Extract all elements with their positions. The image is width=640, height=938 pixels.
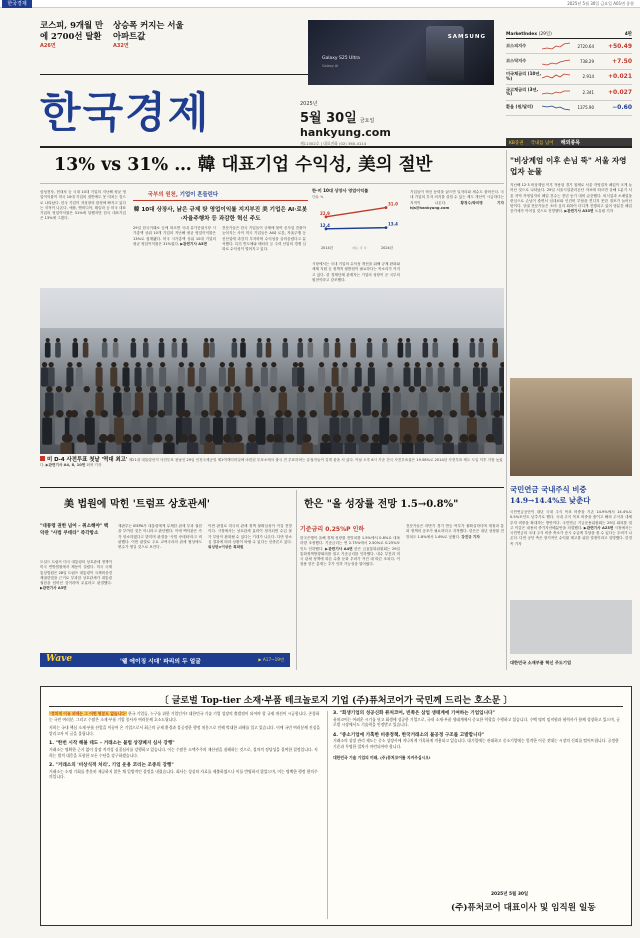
person-figure — [122, 362, 129, 387]
person-figure — [219, 362, 226, 387]
person-figure — [500, 386, 504, 416]
main-story-text: 기업들이 혁신 동력을 잃으면 일자리와 세수도 줄어든다. 국내 기업의 투자 의지를 살릴 수 있는 제도 개선이 시급하다는 지적이 나온다. — [410, 190, 504, 205]
divider — [40, 183, 504, 184]
ad-intro: 한국 기업들, 누구를 위한 기업인가? 대한민국 기술 기업 성장의 출발점이 되어야 할 규제 개선이 시급합니다. 존경하는 국민 여러분, 그리고 수많은 소재·부품 기업 종사자 여러분께 호소드립니다. — [49, 711, 320, 722]
sparkline — [542, 57, 570, 67]
person-figure — [123, 386, 131, 416]
kb-ad-sub: 국내를 넘어 — [530, 141, 554, 146]
person-figure — [72, 338, 78, 358]
data-point — [385, 206, 388, 209]
related-ref[interactable]: ▶관련기사 A3면 — [40, 586, 67, 591]
bok-story-title[interactable]: 한은 "올 성장률 전망 1.5→0.8%" — [304, 499, 459, 510]
person-figure — [285, 434, 296, 454]
appeal-ad — [40, 686, 632, 926]
index-name: 환율 (원/달러) — [506, 104, 534, 110]
person-figure — [232, 434, 243, 454]
index-change: +0.027 — [607, 88, 632, 96]
pension-story-title[interactable]: 국민연금 국내주식 비중 14.9→14.4%로 낮춘다 — [510, 485, 591, 505]
person-figure — [368, 362, 375, 387]
ad-highlight: "정치적 이유 외에는 그 어떤 명분도 없습니다" — [49, 711, 127, 716]
person-figure — [438, 362, 445, 387]
data-point — [325, 227, 328, 230]
sparkline — [542, 72, 570, 82]
masthead: 한국경제 — [40, 88, 211, 137]
ad-left-column — [49, 711, 321, 780]
x-tick-label: 2024년 — [381, 246, 393, 250]
person-figure — [301, 434, 312, 454]
ad-paragraph: 거래소는 명확한 근거 없이 상장 적격성 실질심사를 강행하고 있습니다. 이는 수많은 소액주주의 재산권을 침해하는 것으로, 절차적 정당성을 결여한 결정입니다. 저희는 법적 대응을 포함한 모든 수단을 강구하겠습니다. — [49, 746, 318, 758]
market-row — [506, 85, 632, 100]
date-year: 2025년 — [300, 101, 318, 107]
person-figure — [55, 338, 61, 358]
wave-banner[interactable] — [40, 653, 290, 667]
index-change: +50.49 — [607, 42, 632, 50]
main-headline[interactable] — [54, 151, 432, 176]
index-name: 코스피지수 — [506, 42, 527, 48]
ad-paragraph: 저희는 국내 핵심 소재·부품 산업을 이끌어 온 기업으로서 최근의 규제 환경과 불공정한 행정 처분으로 인해 막대한 피해를 입고 있습니다. 이에 국민 여러분께 진실을 알리고자 이 글을 올립니다. — [49, 725, 321, 736]
person-figure — [159, 362, 166, 387]
chart-source: 자료: 각 사 — [352, 246, 367, 250]
person-figure — [318, 362, 325, 387]
index-change: +7.50 — [612, 58, 632, 66]
person-figure — [194, 386, 202, 416]
byline: 황정수/박의명 기자 hjs@hankyung.com — [410, 200, 504, 210]
person-figure — [398, 338, 404, 358]
person-figure — [350, 338, 356, 358]
person-figure — [355, 362, 362, 387]
person-figure — [246, 434, 257, 454]
person-figure — [370, 434, 381, 454]
top-strip — [0, 0, 640, 8]
person-figure — [146, 362, 153, 387]
person-figure — [341, 362, 348, 387]
data-point — [385, 226, 388, 229]
main-story-col3: 전문가들은 한국 기업들이 규제에 묶여 신사업 진출이 늦어지는 사이 미국 기업들은 AI와 로봇, 자율주행 등 신산업에 과감히 투자하며 수익성을 끌어올렸다고 분석했다. 특히 반도체와 배터리 등 주력 산업의 경쟁 심화로 수익성이 떨어지고 있다. — [222, 226, 306, 252]
ad-heading-4: 4. "중소기업에 가혹한 비중정책, 한국거래소의 불공정 구조를 고발합니다" — [333, 732, 485, 738]
person-figure — [335, 338, 341, 358]
person-figure — [41, 362, 48, 387]
person-figure — [414, 362, 421, 387]
person-figure — [359, 434, 370, 454]
series-label-a: 국부의 원천, — [147, 192, 180, 198]
ad-sub: Galaxy AI — [322, 64, 339, 68]
person-figure — [424, 434, 435, 454]
person-figure — [432, 338, 438, 358]
person-figure — [473, 362, 480, 387]
bok-text: 전문가들은 하반기 경기 반등 여부가 불확실하다며 재정과 통화 정책의 공조가 필요하다고 지적했다. 한은은 내년 성장률 전망치도 1.8%에서 1.6%로 낮췄다. — [406, 524, 504, 539]
pension-text: 국민연금공단이 내년 국내 주식 목표 비중을 기존 14.9%에서 14.4%로 0.5%포인트 낮추기로 했다. 국내 주식 목표 비중을 줄이고 해외 주식과 대체투자 비중을 확대하는 방안이다. 국민연금 기금운용위원회는 29일 회의를 열고 이같은 내용의 중기자산배분안을 의결했다. — [510, 510, 632, 530]
tariff-col3 — [208, 524, 292, 650]
person-figure — [492, 338, 498, 358]
wave-text: '웰 에이징 시대' 파리의 두 얼굴 — [120, 659, 201, 665]
data-label: 22.9 — [320, 210, 330, 216]
bok-col2 — [406, 524, 504, 668]
ad-paragraph: 퓨처코어는 어려운 시기를 딛고 회생에 성공한 기업으로, 국내 소재·부품 생태계에서 중요한 역할을 수행하고 있습니다. 수백 명의 임직원과 협력사가 함께 성장하고 있으며, 글로벌 시장에서도 기술력을 인정받고 있습니다. — [333, 716, 620, 728]
main-story-col5 — [410, 190, 504, 280]
related-ref[interactable]: ▶관련기사 A3면 — [180, 241, 207, 246]
person-figure — [308, 338, 314, 358]
index-value: 2.914 — [582, 74, 594, 80]
sparkline — [542, 87, 570, 97]
photo-credit: 최혁 기자 — [86, 463, 102, 468]
person-figure — [188, 362, 195, 387]
headline-rest: … 韓 대표기업 수익성, 美의 절반 — [168, 155, 433, 175]
tariff-col2: 재판부는 IEEPA가 대통령에게 무제한 관세 부과 권한을 부여한 것은 아니라고 판단했다. 이에 백악관은 즉각 항소하겠다고 밝히며 판결을 '사법 쿠데타'라고 비판했다. 이번 판결로 주요 교역국과의 관세 협상에도 변수가 생길 것으로 보인다. — [118, 524, 202, 550]
main-story-text: 29일 한국거래소 등에 따르면 국내 유가증권시장 시가총액 상위 10개 기업의 지난해 평균 영업이익률은 13%로 집계됐다. 미국 시가총액 상위 10대 기업의 평균 영업이익률은 31%였다. — [133, 226, 216, 246]
market-title: MarketIndex — [506, 32, 538, 37]
person-figure — [362, 386, 370, 416]
person-figure — [228, 362, 235, 387]
site-url[interactable]: hankyung.com — [300, 126, 391, 139]
caption-marker — [40, 456, 45, 461]
person-figure — [331, 434, 342, 454]
person-figure — [453, 338, 459, 358]
main-story-col2 — [133, 226, 216, 280]
wave-page: ▶ A17~19면 — [258, 657, 284, 662]
person-figure — [96, 362, 103, 387]
byline: 한경목 기자 — [510, 536, 632, 546]
crowd-figures — [40, 288, 504, 454]
person-figure — [405, 338, 411, 358]
person-figure — [461, 386, 469, 416]
person-figure — [324, 338, 330, 358]
person-figure — [261, 362, 268, 387]
ad-signature: (주)퓨처코어 대표이사 및 임직원 일동 — [451, 903, 596, 913]
divider — [40, 74, 308, 75]
person-figure — [453, 362, 460, 387]
photo-caption — [40, 456, 504, 468]
person-figure — [386, 362, 393, 387]
right-story-title[interactable]: "비상계엄 이후 손님 뚝" 서울 자영업자 눈물 — [510, 156, 627, 176]
person-figure — [105, 434, 116, 454]
ad-heading-3: 3. "회생기업의 성공신화 퓨처코어, 빈쪽은 삼업 생태계에 기여하는 기업입니다" — [333, 711, 495, 716]
teaser-page: A32면 — [113, 43, 129, 49]
person-figure — [76, 362, 83, 387]
headline-vs: vs — [94, 155, 128, 175]
market-row — [506, 70, 632, 85]
data-label: 12.4 — [320, 222, 330, 228]
market-row — [506, 54, 632, 69]
person-figure — [163, 434, 174, 454]
related-ref[interactable]: ▶관련기사 A23면 — [583, 525, 614, 530]
person-figure — [443, 434, 454, 454]
person-figure — [324, 386, 332, 416]
person-figure — [199, 362, 206, 387]
index-value: 2720.64 — [577, 43, 594, 49]
tariff-text: 도널드 트럼프 미국 대통령의 상호관세 정책이 미국 연방법원에서 제동이 걸렸다. 미국 국제통상법원은 28일 트럼프 대통령이 국제비상경제권한법을 근거로 부과한 상호관세가 대통령 권한을 넘어선 것이라며 무효라고 판결했다. — [40, 560, 112, 586]
index-change: −0.60 — [612, 104, 632, 112]
person-figure — [45, 338, 51, 358]
series-line-1 — [326, 228, 386, 229]
person-figure — [419, 386, 427, 416]
ad-heading-1: 1. "한번 시작 해볼 테도 – 거래소는 불법 상장폐지 심사 강행" — [49, 741, 175, 747]
person-figure — [266, 338, 272, 358]
market-edition: 4판 — [624, 32, 632, 37]
headline-korea: 13% — [54, 155, 95, 175]
bok-text-2: 한은 금융통화위원회는 29일 통화정책방향회의를 열고 기준금리를 인하했다. 내수 부진과 미국 관세 정책에 따른 수출 둔화 우려가 커진 데 따른 조치다. 이창용 한은 총재는 추가 인하 가능성을 열어뒀다. — [300, 546, 400, 567]
subhead-rule — [133, 200, 308, 201]
sidebar-ad[interactable] — [510, 600, 632, 654]
sparkline — [542, 41, 570, 51]
person-figure — [222, 434, 233, 454]
date-block — [300, 100, 500, 147]
person-figure — [66, 362, 73, 387]
samsung-ad[interactable] — [308, 20, 494, 85]
storefront-photo — [510, 378, 632, 476]
person-figure — [203, 338, 209, 358]
ad-sign-date: 2025년 5월 30일 — [491, 892, 529, 897]
person-figure — [143, 338, 149, 358]
sidebar-ad-caption: 대한민국 소재부품 혁신 주도기업 — [510, 660, 572, 665]
related-ref[interactable]: ▶관련기사 A4면 — [325, 546, 353, 551]
person-figure — [297, 362, 304, 387]
person-figure — [332, 362, 339, 387]
strip-info: 2025년 5월 30일 금요일 A01면 종합 — [567, 1, 634, 6]
index-value: 1375.90 — [577, 105, 594, 111]
main-story-col1: 삼성전자, 현대차 등 국내 10대 기업의 지난해 평균 영업이익률이 미국 10대 기업의 절반에도 못 미치는 것으로 나타났다. 한국 기업이 저성장의 함정에 빠지고 있다는 지적이 나온다. 애플, 엔비디아, 테슬라 등 미국 대표기업의 영업이익률은 31%에 달했지만 한국 대표기업은 13%에 그쳤다. — [40, 190, 126, 221]
tariff-text: 이번 판결로 미국의 관세 정책 불확실성이 커질 전망이다. 시장에서는 상호관세 효력이 정지되면 수입 물가 부담이 완화될 수 있다는 기대가 나온다. 다만 항소심 결과에 따라 상황이 바뀔 수 있다는 신중론도 있다. — [208, 524, 292, 544]
person-figure — [270, 362, 277, 387]
index-name: 미국채금리 (10년, %) — [506, 71, 542, 81]
market-index — [506, 31, 632, 116]
strip-logo: 한국경제 — [2, 0, 32, 8]
person-figure — [382, 338, 388, 358]
bok-text: 한국은행이 올해 경제 성장률 전망치를 1.5%에서 0.8%로 대폭 하향 조정했다. 기준금리는 연 2.75%에서 2.50%로 0.25%포인트 인하했다. — [300, 536, 400, 551]
ad-rule — [49, 706, 623, 707]
person-figure — [345, 434, 356, 454]
person-figure — [187, 434, 198, 454]
market-row — [506, 101, 632, 116]
caption-lead: 미 D-4 사전투표 첫날 '역대 최고' — [47, 457, 128, 463]
person-figure — [484, 434, 495, 454]
date-dow: 금요일 — [359, 118, 375, 124]
market-date: (29일) — [538, 32, 552, 37]
caption-body: 제21대 대통령선거 사전투표 첫날인 29일 인천국제공항 제1여객터미널에 마련된 투표소에서 출국 전 투표하려는 유권자들이 길게 줄을 서 있다. 이날 오후 6시 기준 전국 사전투표율은 19.58%로 2014년 사전투표 제도 도입 이후 가장 높았다. — [40, 458, 503, 468]
person-figure — [182, 338, 188, 358]
data-label: 13.4 — [388, 221, 398, 227]
ceiling — [40, 288, 504, 328]
teaser-title: 상승폭 커지는 서울 아파트값 — [113, 20, 184, 41]
column-rule — [506, 150, 507, 670]
person-figure — [257, 338, 263, 358]
header-rule — [40, 146, 632, 148]
date-day: 5월 30일 — [300, 111, 357, 126]
index-name: 코스닥지수 — [506, 58, 527, 64]
person-figure — [122, 434, 133, 454]
chart-title: 한·미 10대 상장사 영업이익률 — [312, 188, 369, 193]
x-tick-label: 2014년 — [321, 246, 333, 250]
voting-photo — [40, 288, 504, 454]
ad-paragraph: 거래소는 소명 기회를 충분히 제공하지 않은 채 일방적인 결정을 내렸습니다. 회사는 성실히 자료를 제출하였으나 이를 반영하지 않았으며, 이는 명백한 행정 편의주의입니다. — [49, 768, 318, 780]
person-figure — [478, 338, 484, 358]
issue-info: 제11302호 | 대표전화 (02) 360-4114 — [300, 141, 367, 146]
person-figure — [393, 386, 401, 416]
ad-title: 〔 글로벌 Top-tier 소재·부품 테크놀로지 기업 (주)퓨처코어가 국민께 드리는 호소문 〕 — [159, 696, 513, 706]
kb-logo: KB증권 — [509, 141, 524, 146]
person-figure — [164, 386, 172, 416]
index-name: 국고채금리 (3년, %) — [506, 86, 539, 97]
related-ref[interactable]: ▶관련기사 A33면 — [564, 209, 594, 214]
person-figure — [388, 434, 399, 454]
market-row — [506, 39, 632, 54]
caption-ref[interactable]: ▶관련기사 A4, 8, 10면 — [45, 463, 86, 468]
person-figure — [209, 338, 215, 358]
person-figure — [232, 338, 238, 358]
person-figure — [403, 362, 410, 387]
person-figure — [48, 362, 55, 387]
data-label: 31.0 — [388, 201, 398, 207]
person-figure — [172, 338, 178, 358]
chart-plot — [312, 199, 400, 251]
person-figure — [481, 362, 488, 387]
bok-col1 — [300, 536, 400, 668]
series-label — [133, 190, 233, 198]
person-figure — [423, 338, 429, 358]
tariff-story-title[interactable]: 美 법원에 막힌 '트럼프 상호관세' — [64, 499, 210, 510]
sparkline — [542, 103, 570, 113]
series-line-0 — [326, 208, 386, 217]
person-figure — [272, 434, 283, 454]
pension-text-2: 시장에서는 국민연금의 국내 주식 비중 축소가 증시 수급에 부담을 줄 수 있다는 우려가 나온다. 다만 공단 측은 장기적인 수익률 제고를 위한 결정이라고 설명했다. — [510, 525, 632, 541]
ad-right-column — [333, 711, 623, 760]
person-figure — [470, 338, 476, 358]
section-rule — [40, 487, 504, 488]
person-figure — [75, 434, 86, 454]
right-story-text: 지난해 12·3 비상계엄 이후 적용된 경기 침체로 서울 자영업자 폐업이 크게 늘어난 것으로 나타났다. 29일 서울시설관리공단 자료에 따르면 올해 1분기 서울 지역 자영업자의 폐업 건수는 전년 동기 대비 급증했다. 외식업과 소매업을 중심으로 손님이 줄면서 임대료와 인건비 부담을 견디지 못한 점포가 늘어난 탓이다. 상권 전문가들은 소비 심리 회복이 더디게 진행되고 있어 당분간 폐업 증가세가 이어질 것으로 전망했다. — [510, 183, 632, 214]
person-figure — [113, 338, 119, 358]
ad-paragraph: 거래소의 상장 관리 제도는 중소 상장사에 지나치게 가혹하게 적용되고 있습니다. 대기업에는 관대하고 중소기업에는 엄격한 이중 잣대는 시장의 신뢰를 떨어뜨립니다. 공정한 기준과 투명한 절차가 마련되어야 합니다. — [333, 738, 619, 749]
byline: 강진규 기자 — [461, 534, 480, 539]
index-value: 738.29 — [580, 59, 594, 65]
person-figure — [60, 434, 71, 454]
teaser-apartment[interactable] — [113, 20, 185, 49]
data-point — [325, 215, 328, 218]
series-label-b: 기업이 흔들린다 — [179, 192, 219, 198]
byline: 워싱턴=이상은 특파원 — [208, 545, 244, 550]
person-figure — [246, 362, 253, 387]
person-figure — [297, 338, 303, 358]
pension-story-body — [510, 510, 632, 596]
person-figure — [204, 434, 215, 454]
teaser-title: 코스피, 9개월 만에 2700선 탈환 — [40, 20, 104, 41]
person-figure — [152, 434, 163, 454]
ad-closing: 대한민국 기술 기업의 미래, (주)퓨처코어를 지켜주십시오! — [333, 754, 431, 760]
teaser-page: A26면 — [40, 43, 56, 49]
wave-logo: Wave — [46, 654, 73, 664]
person-figure — [83, 338, 89, 358]
headline-us: 31% — [127, 155, 169, 175]
ad-column-rule — [327, 711, 328, 919]
ad-model: Galaxy S25 Ultra — [322, 56, 360, 61]
person-figure — [135, 362, 142, 387]
byline: 오유림 기자 — [594, 209, 614, 214]
person-figure — [240, 338, 246, 358]
person-figure — [402, 434, 413, 454]
market-header — [506, 31, 632, 39]
chart-unit: 단위: % — [312, 195, 324, 199]
subheadline: 韓 10대 상장사, 낡은 규제 탓 영업이익률 지지부진 美 기업은 AI·로봇·자율주행차 등 과감한 혁신 주도 — [133, 207, 308, 222]
index-change: +0.021 — [607, 73, 632, 81]
tariff-col1 — [40, 560, 112, 650]
person-figure — [110, 362, 117, 387]
person-figure — [131, 338, 137, 358]
column-rule — [296, 490, 297, 670]
tariff-lead: "대통령 권한 넘어 – 취소해야" 백악관 "사법 쿠데타" 즉각항소 — [40, 524, 109, 536]
person-figure — [467, 434, 478, 454]
samsung-logo: SAMSUNG — [447, 34, 486, 40]
person-figure — [320, 434, 331, 454]
ad-heading-2: 2. "거래소의 '비상식적 처리', 기업 운용 코리는 조중의 강행" — [49, 763, 174, 769]
bok-lead: 기준금리 0.25%P 인하 — [300, 526, 365, 533]
main-story-col4: 시장에서는 국내 기업의 수익성 개선을 위해 규제 완화와 세제 지원 등 정책적 뒷받침이 필요하다는 목소리가 커지고 있다. 한 경제단체 관계자는 기업의 성장이 곧 국부의 원천이라고 강조했다. — [312, 262, 400, 282]
person-figure — [282, 338, 288, 358]
person-figure — [102, 338, 108, 358]
person-figure — [131, 434, 142, 454]
profit-margin-chart — [312, 188, 400, 256]
right-story-body — [510, 183, 632, 375]
person-figure — [159, 338, 165, 358]
person-figure — [426, 362, 433, 387]
person-figure — [367, 338, 373, 358]
person-figure — [178, 362, 185, 387]
person-figure — [499, 362, 504, 387]
index-value: 2.341 — [582, 89, 594, 95]
kb-ad-bold: 해외종목 — [560, 140, 581, 146]
teaser-kospi[interactable] — [40, 20, 108, 49]
